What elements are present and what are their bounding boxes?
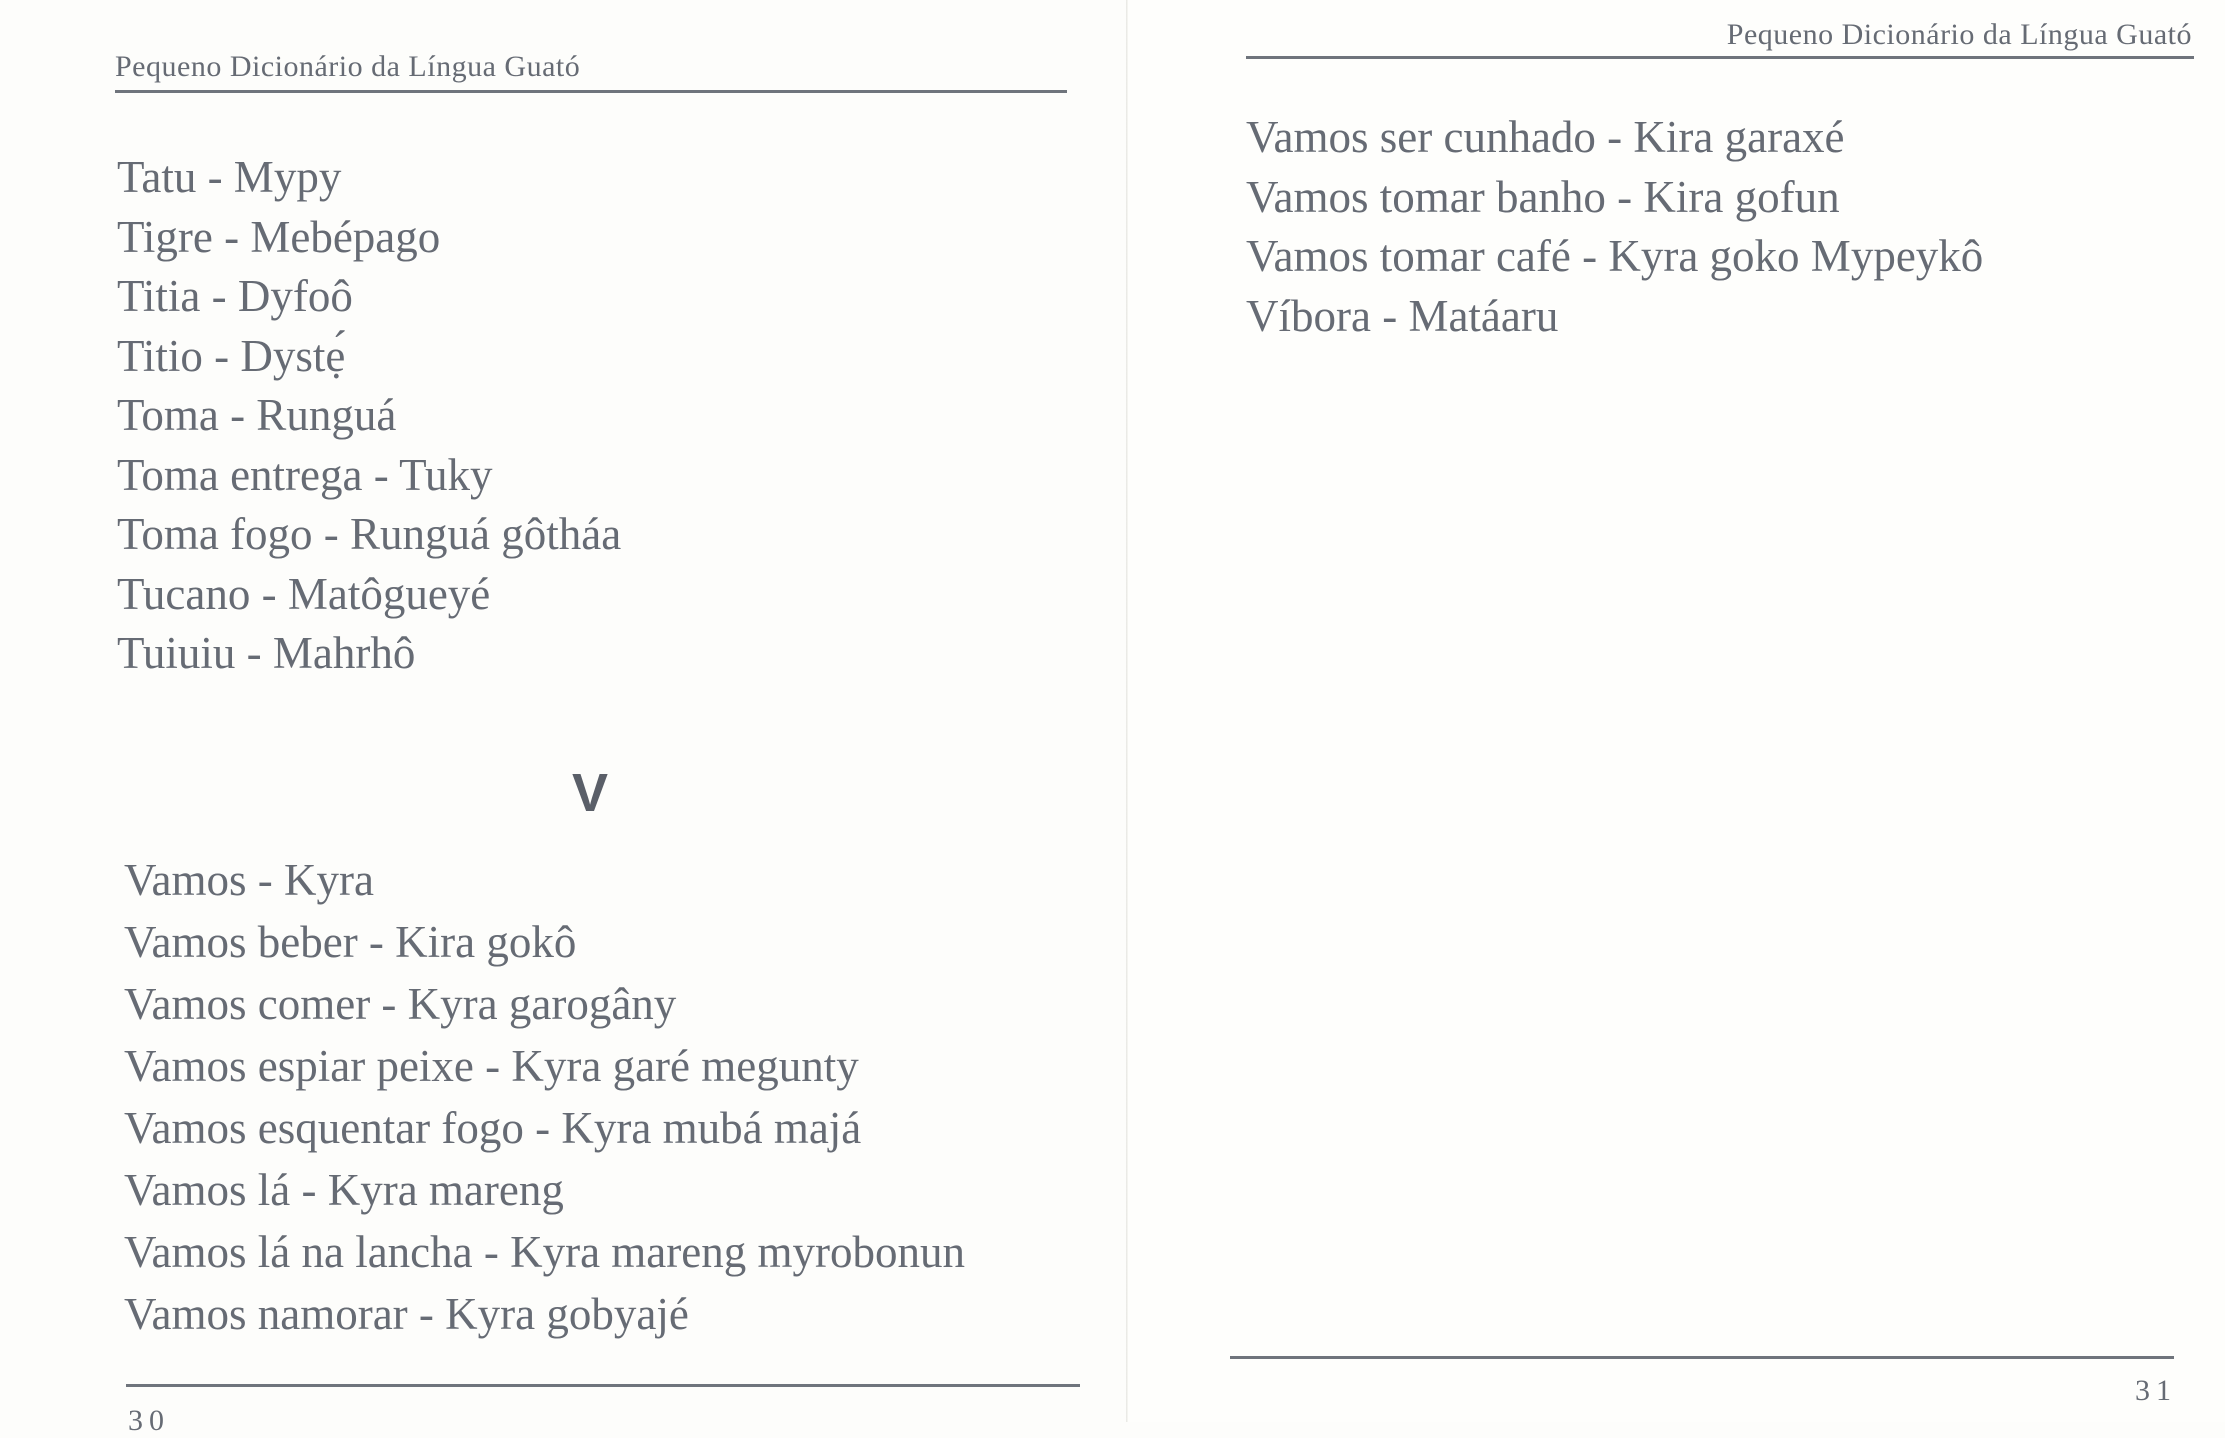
dictionary-entry: Vamos ser cunhado - Kira garaxé [1246,112,1845,162]
dictionary-entry: Toma - Runguá [117,390,397,440]
page-number: 30 [128,1404,170,1437]
dictionary-entry: Vamos beber - Kira gokô [124,917,577,967]
dictionary-entry: Toma fogo - Runguá gôtháa [117,509,622,559]
dictionary-entry: Vamos comer - Kyra garogâny [124,979,677,1029]
dictionary-entry: Tigre - Mebépago [117,211,441,262]
footer-rule [1230,1356,2174,1359]
dictionary-entry: Vamos lá na lancha - Kyra mareng myrobonun [124,1227,965,1277]
dictionary-entry: Vamos namorar - Kyra gobyajé [124,1289,689,1339]
section-letter: V [572,763,609,823]
footer-rule [126,1384,1080,1387]
dictionary-entry: Vamos espiar peixe - Kyra garé megunty [124,1041,859,1091]
dictionary-entry: Vamos lá - Kyra mareng [124,1165,564,1215]
dictionary-entry: Tatu - Mypy [117,152,342,202]
dictionary-entry: Titia - Dyfoô [117,271,353,321]
running-header: Pequeno Dicionário da Língua Guató [1726,18,2192,51]
dictionary-entry: Toma entrega - Tuky [117,449,493,500]
header-rule [1246,56,2194,59]
dictionary-entry: Vamos tomar banho - Kira gofun [1246,171,1840,222]
header-rule [115,90,1067,93]
dictionary-entry: Vamos esquentar fogo - Kyra mubá majá [124,1103,862,1153]
dictionary-entry: Vamos tomar café - Kyra goko Mypeykô [1246,231,1984,281]
dictionary-entry: Tuiuiu - Mahrhô [117,628,416,678]
dictionary-entry: Vamos - Kyra [124,855,374,905]
dictionary-entry: Víbora - Matáaru [1246,290,1559,341]
right-page [1128,0,2225,1422]
dictionary-entry: Tucano - Matôgueyé [117,568,491,619]
running-header: Pequeno Dicionário da Língua Guató [115,50,581,83]
dictionary-entry: Titio - Dystẹ́ [117,330,346,381]
page-number: 31 [2135,1374,2177,1407]
